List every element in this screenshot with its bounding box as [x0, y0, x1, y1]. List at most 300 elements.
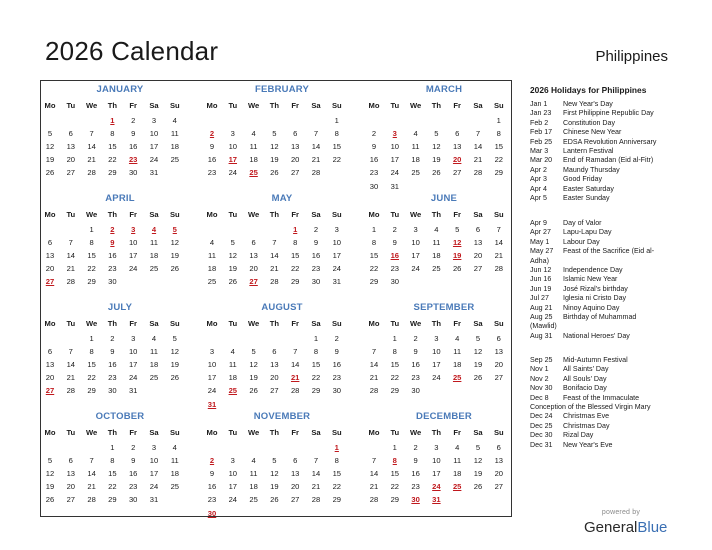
holiday-date: Jan 1	[530, 100, 548, 108]
weekday-header: Th	[269, 428, 280, 437]
month-name: APRIL	[105, 193, 135, 204]
day-cell: 2	[334, 334, 339, 343]
day-cell: 6	[272, 347, 277, 357]
day-cell: 24	[228, 168, 238, 178]
day-cell: 16	[207, 482, 217, 492]
day-cell: 13	[473, 238, 483, 248]
day-cell: 14	[66, 251, 76, 261]
day-cell: 19	[170, 251, 180, 261]
month-block	[206, 84, 358, 189]
day-cell: 16	[369, 155, 379, 165]
day-cell: 8	[110, 129, 115, 139]
day-cell: 26	[249, 386, 258, 396]
day-cell: 21	[87, 155, 96, 165]
day-cell: 7	[496, 225, 501, 234]
day-cell: 7	[89, 129, 94, 139]
holiday-day: 27	[45, 386, 55, 396]
holiday-entry	[530, 175, 670, 184]
day-cell: 3	[151, 116, 157, 125]
weekday-header: We	[409, 319, 422, 328]
weekday-header: Fr	[453, 428, 461, 437]
holiday-day: 25	[452, 373, 462, 383]
holiday-day: 30	[411, 495, 420, 505]
day-cell: 28	[311, 495, 321, 505]
holiday-day: 25	[249, 168, 258, 178]
day-cell: 11	[208, 251, 216, 261]
day-cell: 7	[89, 456, 94, 466]
day-cell: 4	[251, 129, 256, 139]
holiday-date: Apr 4	[530, 184, 547, 193]
day-cell: 30	[390, 277, 400, 287]
day-cell: 11	[432, 238, 441, 248]
holiday-name: Constitution Day	[563, 118, 616, 127]
holiday-entry	[530, 100, 670, 109]
day-cell: 17	[128, 251, 138, 261]
holiday-name: Islamic New Year	[563, 275, 618, 284]
day-cell: 20	[494, 360, 504, 370]
holiday-list-title: 2026 Holidays for Philippines	[530, 85, 647, 95]
day-cell: 7	[68, 347, 73, 357]
weekday-header: Sa	[311, 428, 321, 437]
day-cell: 7	[313, 456, 319, 466]
holiday-name: National Heroes' Day	[563, 331, 630, 340]
day-cell: 17	[432, 360, 441, 370]
holiday-name: Bonifacio Day	[563, 384, 607, 393]
day-cell: 29	[87, 277, 96, 287]
holiday-day: 20	[452, 155, 462, 165]
month-name: JANUARY	[96, 84, 144, 95]
holiday-entry	[530, 365, 670, 374]
day-cell: 20	[473, 251, 483, 261]
weekday-header: We	[247, 319, 260, 328]
calendar-grid	[40, 80, 512, 517]
day-cell: 8	[313, 347, 319, 357]
day-cell: 9	[209, 469, 215, 479]
holiday-name: New Year's Eve	[563, 440, 613, 449]
month-name: JUNE	[430, 193, 458, 204]
day-cell: 5	[47, 129, 53, 139]
day-cell: 18	[170, 469, 180, 479]
day-cell: 2	[313, 225, 319, 234]
weekday-header: Th	[431, 101, 442, 110]
weekday-header: Su	[493, 210, 504, 219]
holiday-name: Rizal Day	[563, 431, 594, 440]
holiday-day: 17	[228, 155, 238, 165]
weekday-header: Su	[169, 319, 180, 328]
day-cell: 8	[334, 456, 339, 466]
day-cell: 29	[390, 386, 400, 396]
day-cell: 15	[494, 142, 504, 152]
day-cell: 25	[170, 155, 180, 165]
holiday-date: Dec 8	[530, 393, 549, 402]
generalblue-logo[interactable]	[584, 519, 667, 536]
holiday-date: Sep 25	[530, 356, 553, 364]
holiday-day: 25	[228, 386, 238, 396]
holiday-date: Aug 21	[530, 303, 553, 312]
holiday-date: Dec 31	[530, 440, 553, 449]
day-cell: 9	[209, 142, 215, 152]
day-cell: 19	[270, 155, 279, 165]
weekday-header: Fr	[291, 210, 299, 219]
holiday-day: 16	[390, 251, 400, 261]
day-cell: 19	[270, 482, 279, 492]
country-label: Philippines	[595, 48, 668, 65]
day-cell: 14	[494, 238, 504, 248]
holiday-name: Feast of the Sacrifice (Eid al-	[563, 247, 655, 256]
month-block	[206, 411, 358, 516]
holiday-entry	[530, 194, 670, 203]
day-cell: 22	[390, 482, 400, 492]
holiday-name-continued: Adha)	[530, 256, 549, 265]
weekday-header: Su	[331, 101, 342, 110]
day-cell: 15	[369, 251, 379, 261]
day-cell: 18	[207, 264, 217, 274]
weekday-header: Th	[431, 428, 442, 437]
month-block	[44, 302, 196, 407]
weekday-header: We	[247, 101, 260, 110]
day-cell: 16	[128, 142, 138, 152]
day-cell: 3	[209, 347, 215, 357]
day-cell: 1	[110, 443, 115, 452]
day-cell: 31	[128, 386, 138, 396]
holiday-name: Good Friday	[563, 175, 603, 184]
holiday-date: Jul 27	[530, 294, 549, 303]
month-name: DECEMBER	[416, 411, 472, 422]
day-cell: 5	[47, 456, 53, 466]
day-cell: 24	[432, 373, 441, 383]
day-cell: 29	[311, 386, 321, 396]
day-cell: 29	[369, 277, 379, 287]
holiday-day: 4	[151, 225, 157, 234]
holiday-name: Christmas Day	[563, 421, 610, 430]
day-cell: 8	[334, 129, 339, 139]
holiday-date: Nov 1	[530, 365, 549, 374]
day-cell: 23	[207, 168, 217, 178]
day-cell: 10	[149, 456, 159, 466]
day-cell: 21	[369, 482, 379, 492]
day-cell: 17	[207, 373, 217, 383]
holiday-date: Apr 5	[530, 194, 547, 202]
month-block	[206, 302, 358, 407]
month-name: NOVEMBER	[253, 411, 311, 422]
weekday-header: Mo	[44, 210, 56, 219]
day-cell: 15	[390, 360, 400, 370]
holiday-date: Jun 16	[530, 275, 552, 284]
holiday-day: 31	[207, 399, 217, 409]
holiday-entry	[530, 166, 670, 175]
weekday-header: Tu	[228, 428, 238, 437]
month-block	[44, 411, 196, 516]
holiday-date: Mar 3	[530, 147, 549, 155]
weekday-header: Su	[493, 428, 504, 437]
weekday-header: Mo	[206, 210, 218, 219]
day-cell: 20	[290, 155, 300, 165]
day-cell: 26	[45, 168, 55, 178]
day-cell: 18	[411, 155, 420, 165]
holiday-entry	[530, 128, 670, 137]
month-name: JULY	[107, 302, 133, 313]
day-cell: 3	[413, 225, 418, 234]
day-cell: 19	[249, 373, 258, 383]
month-block	[368, 84, 520, 189]
weekday-header: Th	[269, 319, 280, 328]
holiday-name: Christmas Eve	[563, 412, 610, 421]
day-cell: 25	[149, 373, 159, 383]
weekday-header: Tu	[390, 319, 400, 328]
month-name: AUGUST	[261, 302, 303, 313]
day-cell: 29	[494, 168, 504, 178]
day-cell: 16	[128, 469, 138, 479]
holiday-entry	[530, 109, 670, 118]
day-cell: 8	[371, 238, 377, 248]
day-cell: 6	[47, 238, 53, 248]
weekday-header: Su	[331, 428, 342, 437]
holiday-name: Independence Day	[563, 266, 623, 274]
day-cell: 5	[434, 129, 439, 139]
month-block	[368, 193, 520, 298]
day-cell: 24	[149, 482, 159, 492]
day-cell: 10	[207, 360, 217, 370]
weekday-header: Mo	[44, 428, 56, 437]
day-cell: 2	[110, 334, 115, 343]
weekday-header: Sa	[473, 101, 483, 110]
day-cell: 13	[45, 360, 55, 370]
holiday-entry	[530, 219, 670, 228]
holiday-entry	[530, 332, 670, 341]
day-cell: 12	[170, 347, 180, 357]
day-cell: 12	[473, 456, 483, 466]
day-cell: 7	[371, 456, 377, 466]
day-cell: 21	[87, 482, 96, 492]
day-cell: 26	[228, 277, 238, 287]
holiday-name: New Year's Day	[563, 100, 613, 108]
day-cell: 17	[149, 469, 159, 479]
day-cell: 16	[207, 155, 217, 165]
day-cell: 4	[172, 116, 177, 125]
day-cell: 20	[249, 264, 258, 274]
holiday-date: Aug 31	[530, 331, 553, 340]
day-cell: 11	[150, 238, 158, 248]
day-cell: 20	[45, 373, 55, 383]
holiday-entry	[530, 156, 670, 165]
day-cell: 30	[332, 386, 342, 396]
day-cell: 24	[128, 264, 138, 274]
holiday-entry	[530, 313, 670, 332]
day-cell: 27	[66, 495, 76, 505]
day-cell: 3	[434, 334, 439, 343]
day-cell: 5	[272, 456, 277, 466]
day-cell: 10	[228, 142, 238, 152]
day-cell: 28	[66, 386, 76, 396]
weekday-header: Fr	[129, 101, 137, 110]
day-cell: 17	[128, 360, 138, 370]
day-cell: 25	[170, 482, 180, 492]
day-cell: 13	[494, 347, 504, 357]
day-cell: 4	[434, 225, 439, 234]
weekday-header: Fr	[291, 428, 299, 437]
day-cell: 15	[390, 469, 400, 479]
holiday-date: Mar 20	[530, 156, 553, 165]
holiday-day: 12	[452, 238, 462, 248]
day-cell: 23	[128, 482, 138, 492]
day-cell: 9	[413, 456, 418, 466]
holiday-name-continued: (Mawlid)	[530, 322, 557, 331]
month-block	[206, 193, 358, 298]
day-cell: 13	[290, 469, 300, 479]
day-cell: 16	[311, 251, 321, 261]
weekday-header: Mo	[368, 428, 380, 437]
holiday-name: EDSA Revolution Anniversary	[563, 137, 657, 146]
weekday-header: Sa	[473, 319, 483, 328]
day-cell: 31	[332, 277, 342, 287]
day-cell: 9	[313, 238, 319, 248]
weekday-header: Fr	[453, 319, 461, 328]
day-cell: 19	[45, 482, 55, 492]
holiday-entry	[530, 431, 670, 440]
month-block	[44, 84, 196, 189]
day-cell: 13	[270, 360, 279, 370]
weekday-header: We	[85, 101, 98, 110]
holiday-day: 2	[209, 456, 215, 466]
day-cell: 12	[228, 251, 238, 261]
day-cell: 24	[228, 495, 238, 505]
weekday-header: Su	[331, 210, 342, 219]
day-cell: 10	[432, 456, 441, 466]
weekday-header: Mo	[206, 428, 218, 437]
day-cell: 8	[496, 129, 501, 139]
day-cell: 14	[369, 469, 379, 479]
day-cell: 6	[251, 238, 256, 248]
holiday-date: Nov 2	[530, 374, 549, 383]
holiday-entry	[530, 228, 670, 237]
day-cell: 15	[332, 142, 342, 152]
weekday-header: Th	[431, 210, 442, 219]
weekday-header: Tu	[66, 428, 76, 437]
weekday-header: Fr	[129, 210, 137, 219]
day-cell: 1	[392, 334, 397, 343]
brand-general: General	[584, 519, 638, 536]
day-cell: 30	[411, 386, 420, 396]
day-cell: 2	[413, 334, 418, 343]
day-cell: 13	[452, 142, 462, 152]
day-cell: 26	[270, 168, 279, 178]
day-cell: 12	[45, 469, 55, 479]
day-cell: 17	[432, 469, 441, 479]
day-cell: 11	[249, 142, 258, 152]
holiday-name: Ninoy Aquino Day	[563, 303, 620, 312]
day-cell: 14	[270, 251, 279, 261]
holiday-day: 2	[209, 129, 215, 139]
day-cell: 27	[66, 168, 76, 178]
day-cell: 23	[207, 495, 217, 505]
weekday-header: We	[409, 210, 422, 219]
day-cell: 16	[332, 360, 342, 370]
day-cell: 8	[392, 347, 397, 357]
weekday-header: Fr	[453, 101, 461, 110]
day-cell: 22	[108, 482, 117, 492]
weekday-header: Sa	[149, 428, 159, 437]
day-cell: 3	[434, 443, 439, 452]
day-cell: 17	[411, 251, 420, 261]
day-cell: 24	[128, 373, 138, 383]
day-cell: 11	[170, 456, 179, 466]
day-cell: 25	[207, 277, 217, 287]
day-cell: 13	[45, 251, 55, 261]
day-cell: 22	[494, 155, 504, 165]
weekday-header: Th	[107, 101, 118, 110]
weekday-header: Th	[107, 210, 118, 219]
holiday-day: 19	[452, 251, 462, 261]
day-cell: 15	[108, 142, 117, 152]
day-cell: 23	[411, 482, 420, 492]
day-cell: 5	[172, 334, 177, 343]
day-cell: 27	[452, 168, 462, 178]
day-cell: 25	[249, 495, 258, 505]
weekday-header: Mo	[44, 319, 56, 328]
month-block	[368, 411, 520, 516]
day-cell: 11	[453, 456, 462, 466]
holiday-day: 30	[207, 508, 217, 518]
weekday-header: We	[409, 428, 422, 437]
day-cell: 20	[45, 264, 55, 274]
day-cell: 17	[390, 155, 400, 165]
holiday-day: 3	[392, 129, 397, 139]
holiday-name: First Philippine Republic Day	[563, 109, 654, 118]
holiday-name: Easter Sunday	[563, 194, 610, 202]
holiday-day: 1	[293, 225, 298, 234]
holiday-entry	[530, 304, 670, 313]
weekday-header: Su	[493, 101, 504, 110]
day-cell: 28	[66, 277, 76, 287]
day-cell: 4	[230, 347, 235, 357]
day-cell: 11	[453, 347, 462, 357]
day-cell: 18	[149, 251, 159, 261]
holiday-entry	[530, 394, 670, 413]
holiday-date: Dec 24	[530, 412, 553, 421]
day-cell: 20	[290, 482, 300, 492]
weekday-header: We	[247, 428, 260, 437]
weekday-header: We	[85, 428, 98, 437]
weekday-header: Mo	[368, 319, 380, 328]
day-cell: 26	[473, 373, 483, 383]
day-cell: 1	[371, 225, 377, 234]
holiday-day: 3	[131, 225, 136, 234]
day-cell: 28	[270, 277, 279, 287]
day-cell: 15	[87, 251, 96, 261]
weekday-header: Tu	[66, 210, 76, 219]
holiday-name: Mid-Autumn Festival	[563, 356, 628, 364]
day-cell: 8	[89, 347, 94, 357]
weekday-header: Tu	[390, 210, 400, 219]
weekday-header: Sa	[149, 319, 159, 328]
holiday-entry	[530, 238, 670, 247]
day-cell: 31	[390, 181, 400, 191]
day-cell: 13	[494, 456, 504, 466]
day-cell: 16	[108, 360, 117, 370]
brand-blue: Blue	[637, 519, 668, 536]
day-cell: 4	[209, 238, 215, 248]
month-name: MARCH	[425, 84, 463, 95]
day-cell: 10	[128, 238, 138, 248]
weekday-header: We	[247, 210, 260, 219]
day-cell: 7	[272, 238, 277, 248]
day-cell: 20	[66, 482, 76, 492]
day-cell: 8	[110, 456, 115, 466]
day-cell: 3	[230, 129, 235, 139]
day-cell: 6	[455, 129, 460, 139]
day-cell: 15	[87, 360, 96, 370]
holiday-name: Day of Valor	[563, 219, 602, 227]
